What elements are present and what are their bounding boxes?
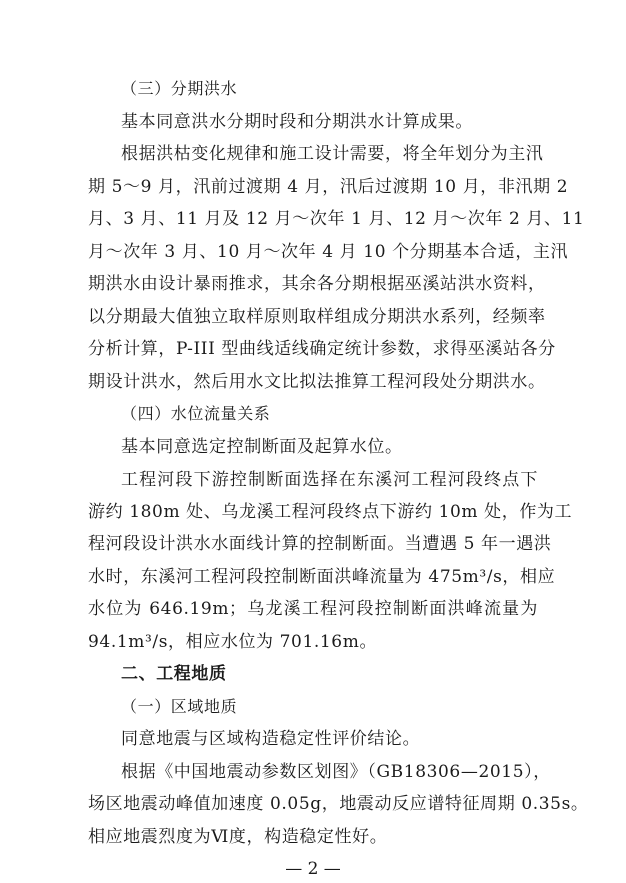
paragraph-agree-control-section: 基本同意选定控制断面及起算水位。 <box>121 437 403 457</box>
paragraph-line: 场区地震动峰值加速度 0.05g，地震动反应谱特征周期 0.35s。 <box>88 794 589 814</box>
paragraph-line: 工程河段下游控制断面选择在东溪河工程河段终点下 <box>121 470 538 490</box>
paragraph-agree-staging: 基本同意洪水分期时段和分期洪水计算成果。 <box>121 112 473 132</box>
paragraph-line: 期 5～9 月，汛前过渡期 4 月，汛后过渡期 10 月，非汛期 2 <box>88 177 569 197</box>
chapter-heading-geology: 二、工程地质 <box>121 664 227 684</box>
paragraph-line: 分析计算，P-III 型曲线适线确定统计参数，求得巫溪站各分 <box>88 339 556 359</box>
paragraph-line: 月、3 月、11 月及 12 月～次年 1 月、12 月～次年 2 月、11 <box>88 209 585 229</box>
paragraph-line: 水位为 646.19m；乌龙溪工程河段控制断面洪峰流量为 <box>88 599 538 619</box>
paragraph-line: 根据《中国地震动参数区划图》（GB18306—2015）， <box>121 762 551 782</box>
section-heading-regional-geology: （一）区域地质 <box>121 697 238 716</box>
paragraph-agree-seismic: 同意地震与区域构造稳定性评价结论。 <box>121 729 421 749</box>
paragraph-line: 程河段设计洪水水面线计算的控制断面。当遭遇 5 年一遇洪 <box>88 534 552 554</box>
paragraph-line: 游约 180m 处、乌龙溪工程河段终点下游约 10m 处，作为工 <box>88 502 573 522</box>
paragraph-line: 期设计洪水，然后用水文比拟法推算工程河段处分期洪水。 <box>88 372 546 392</box>
paragraph-line: 以分期最大值独立取样原则取样组成分期洪水系列，经频率 <box>88 307 546 327</box>
page-number: — 2 — <box>285 859 341 879</box>
paragraph-line: 月～次年 3 月、10 月～次年 4 月 10 个分期基本合适，主汛 <box>88 242 569 262</box>
paragraph-line: 94.1m³/s，相应水位为 701.16m。 <box>88 632 378 652</box>
paragraph-line: 期洪水由设计暴雨推求，其余各分期根据巫溪站洪水资料， <box>88 274 546 294</box>
paragraph-line: 水时，东溪河工程河段控制断面洪峰流量为 475m³/s，相应 <box>88 567 556 587</box>
paragraph-line: 根据洪枯变化规律和施工设计需要，将全年划分为主汛 <box>121 144 544 164</box>
section-heading-stage-discharge: （四）水位流量关系 <box>121 404 271 423</box>
section-heading-flood-staging: （三）分期洪水 <box>121 79 238 98</box>
paragraph-line: 相应地震烈度为Ⅵ度，构造稳定性好。 <box>88 827 388 847</box>
